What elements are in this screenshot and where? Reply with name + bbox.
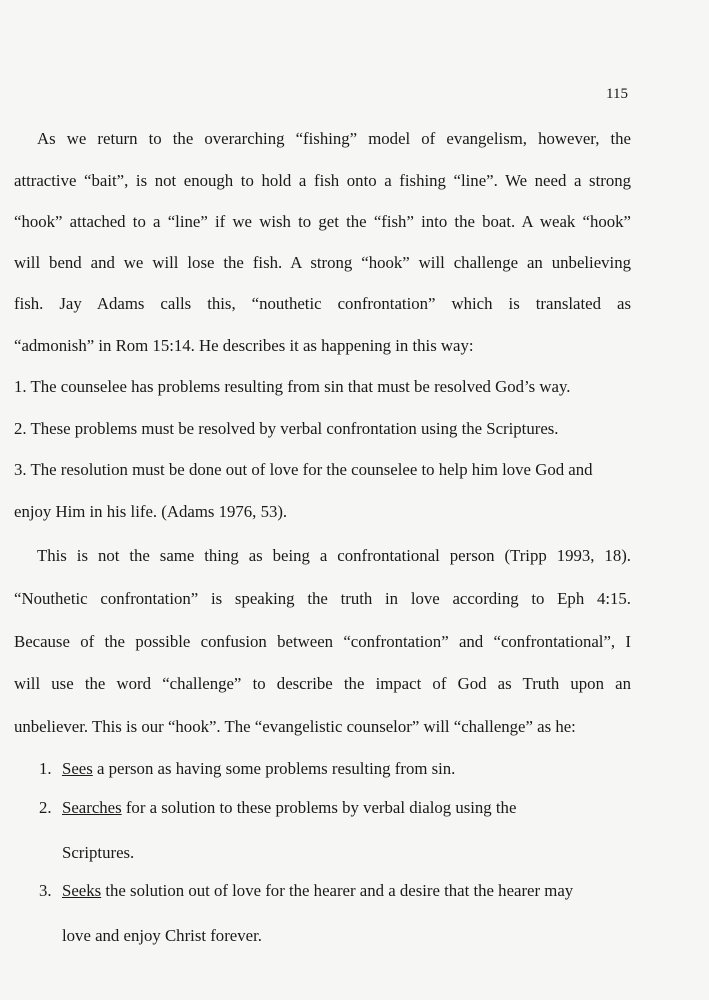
paragraph-2-line: will use the word “challenge” to describe the impact of God as Truth upon an: [14, 674, 631, 693]
paragraph-2-line: unbeliever. This is our “hook”. The “evangelistic counselor” will “challenge” as he:: [14, 717, 576, 736]
paragraph-2-line: Because of the possible confusion between “confrontation” and “confrontational”, I: [14, 632, 631, 651]
counselor-list-item: [62, 798, 516, 818]
paragraph-1-line: will bend and we will lose the fish. A strong “hook” will challenge an unbelieving: [14, 253, 631, 272]
paragraph-1-line: As we return to the overarching “fishing” model of evangelism, however, the: [37, 129, 631, 148]
keyword-seeks: Seeks: [62, 881, 102, 900]
counselor-list-number: 2.: [39, 798, 52, 817]
page-number: 115: [606, 86, 628, 102]
counselor-list-item-text: the solution out of love for the hearer and a desire that the hearer may: [101, 881, 574, 900]
counselor-list-item: [62, 759, 455, 779]
paragraph-2-line: This is not the same thing as being a confrontational person (Tripp 1993, 18).: [37, 546, 631, 565]
counselor-list-number: 1.: [39, 759, 52, 778]
keyword-sees: Sees: [62, 759, 93, 778]
paragraph-1-line: fish. Jay Adams calls this, “nouthetic confrontation” which is translated as: [14, 294, 631, 313]
counselor-list-item-text: a person as having some problems resulting from sin.: [92, 759, 456, 778]
adams-list-item: 3. The resolution must be done out of love for the counselee to help him love God and: [14, 460, 593, 479]
adams-list-item: 2. These problems must be resolved by verbal confrontation using the Scriptures.: [14, 419, 559, 438]
paragraph-2-line: “Nouthetic confrontation” is speaking the truth in love according to Eph 4:15.: [14, 589, 631, 608]
counselor-list-item: [62, 881, 573, 901]
paragraph-1-line: “admonish” in Rom 15:14. He describes it as happening in this way:: [14, 336, 474, 355]
counselor-list-continuation: Scriptures.: [62, 843, 135, 862]
counselor-list-continuation: love and enjoy Christ forever.: [62, 926, 262, 945]
counselor-list-number: 3.: [39, 881, 52, 900]
adams-list-item: 1. The counselee has problems resulting from sin that must be resolved God’s way.: [14, 377, 571, 396]
keyword-searches: Searches: [62, 798, 122, 817]
adams-list-item-continuation: enjoy Him in his life. (Adams 1976, 53).: [14, 502, 288, 521]
counselor-list-item-text: for a solution to these problems by verbal dialog using the: [121, 798, 517, 817]
paragraph-1-line: “hook” attached to a “line” if we wish to get the “fish” into the boat. A weak “hook”: [14, 212, 631, 231]
paragraph-1-line: attractive “bait”, is not enough to hold a fish onto a fishing “line”. We need a strong: [14, 171, 631, 190]
